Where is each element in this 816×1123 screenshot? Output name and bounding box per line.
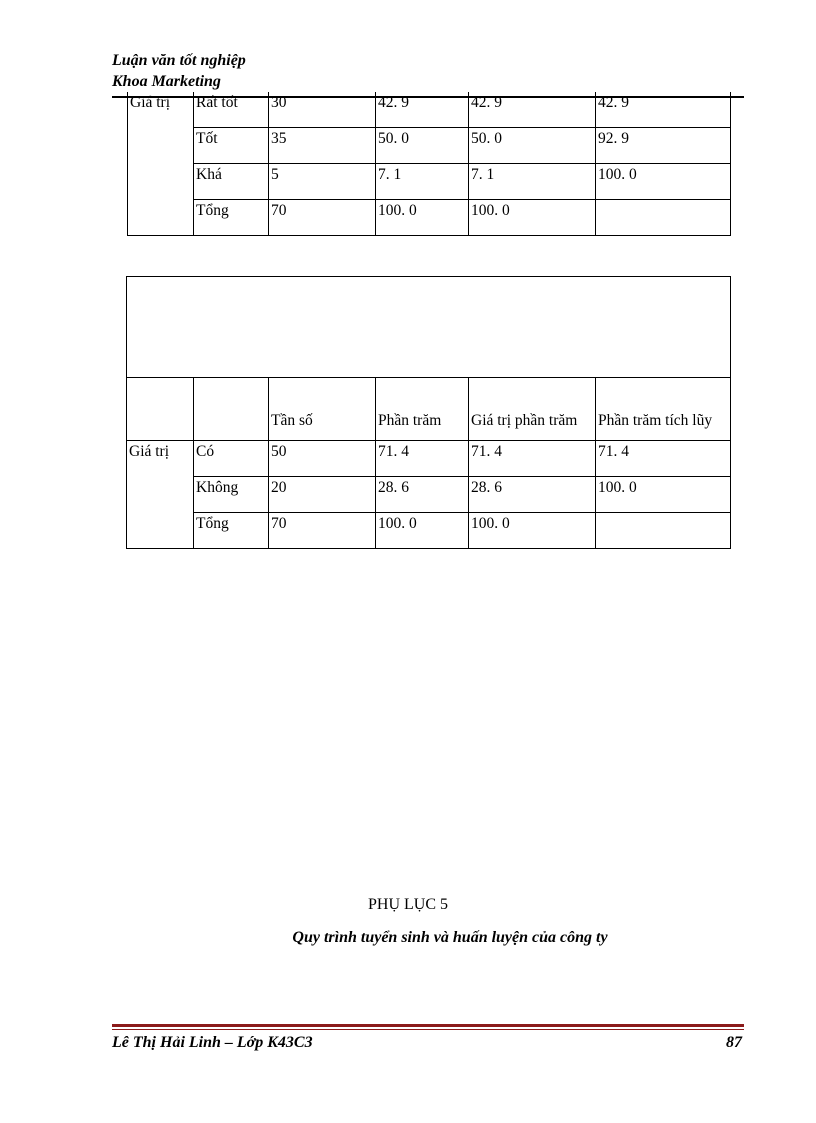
cum-pct-cell: 100. 0 bbox=[596, 164, 731, 200]
pct-cell: 42. 9 bbox=[376, 92, 469, 128]
frequency-table-quality bbox=[127, 92, 731, 236]
cum-pct-cell: 42. 9 bbox=[596, 92, 731, 128]
valid-pct-cell: 100. 0 bbox=[469, 200, 596, 236]
freq-cell: 50 bbox=[269, 441, 376, 477]
table-row bbox=[128, 92, 731, 128]
valid-pct-cell: 100. 0 bbox=[469, 513, 596, 549]
pct-cell: 50. 0 bbox=[376, 128, 469, 164]
footer-rule-thin bbox=[112, 1029, 744, 1030]
row-label: Tốt bbox=[194, 128, 269, 164]
cum-pct-cell bbox=[596, 513, 731, 549]
table-header-row bbox=[127, 378, 731, 441]
table-title-cell bbox=[127, 277, 731, 378]
table-row bbox=[128, 200, 731, 236]
row-label: Có bbox=[194, 441, 269, 477]
freq-cell: 20 bbox=[269, 477, 376, 513]
footer-rule bbox=[112, 1024, 744, 1027]
row-label: Không bbox=[194, 477, 269, 513]
valid-pct-cell: 7. 1 bbox=[469, 164, 596, 200]
table-row bbox=[128, 164, 731, 200]
freq-cell: 35 bbox=[269, 128, 376, 164]
pct-cell: 100. 0 bbox=[376, 200, 469, 236]
appendix-title: PHỤ LỤC 5 bbox=[367, 896, 448, 913]
page-number: 87 bbox=[726, 1034, 742, 1051]
appendix-subtitle: Quy trình tuyển sinh và huấn luyện của công ty bbox=[292, 929, 608, 946]
row-label: Rất tốt bbox=[194, 92, 269, 128]
freq-cell: 70 bbox=[269, 200, 376, 236]
header-empty-cell bbox=[127, 378, 194, 441]
valid-pct-cell: 28. 6 bbox=[469, 477, 596, 513]
cum-pct-cell bbox=[596, 200, 731, 236]
cum-pct-cell: 92. 9 bbox=[596, 128, 731, 164]
valid-pct-cell: 71. 4 bbox=[469, 441, 596, 477]
col-header-cum-pct: Phần trăm tích lũy bbox=[596, 378, 731, 441]
pct-cell: 100. 0 bbox=[376, 513, 469, 549]
row-group-label: Giá trị bbox=[128, 92, 194, 236]
col-header-pct: Phần trăm bbox=[376, 378, 469, 441]
header-empty-cell bbox=[194, 378, 269, 441]
table-row bbox=[127, 441, 731, 477]
table-row bbox=[127, 477, 731, 513]
table-title-row bbox=[127, 277, 731, 378]
cum-pct-cell: 71. 4 bbox=[596, 441, 731, 477]
cum-pct-cell: 100. 0 bbox=[596, 477, 731, 513]
row-label: Tổng bbox=[194, 200, 269, 236]
freq-cell: 70 bbox=[269, 513, 376, 549]
row-label: Khá bbox=[194, 164, 269, 200]
pct-cell: 28. 6 bbox=[376, 477, 469, 513]
pct-cell: 71. 4 bbox=[376, 441, 469, 477]
col-header-freq: Tần số bbox=[269, 378, 376, 441]
header-faculty-label: Khoa Marketing bbox=[112, 73, 221, 90]
valid-pct-cell: 50. 0 bbox=[469, 128, 596, 164]
freq-cell: 30 bbox=[269, 92, 376, 128]
col-header-valid-pct: Giá trị phần trăm bbox=[469, 378, 596, 441]
footer-author: Lê Thị Hải Linh – Lớp K43C3 bbox=[112, 1034, 313, 1051]
pct-cell: 7. 1 bbox=[376, 164, 469, 200]
frequency-table-yes-no bbox=[126, 276, 731, 549]
table-row bbox=[127, 513, 731, 549]
page-header bbox=[112, 50, 246, 92]
row-label: Tổng bbox=[194, 513, 269, 549]
row-group-label: Giá trị bbox=[127, 441, 194, 549]
table-row bbox=[128, 128, 731, 164]
freq-cell: 5 bbox=[269, 164, 376, 200]
header-thesis-label: Luận văn tốt nghiệp bbox=[112, 52, 246, 69]
valid-pct-cell: 42. 9 bbox=[469, 92, 596, 128]
